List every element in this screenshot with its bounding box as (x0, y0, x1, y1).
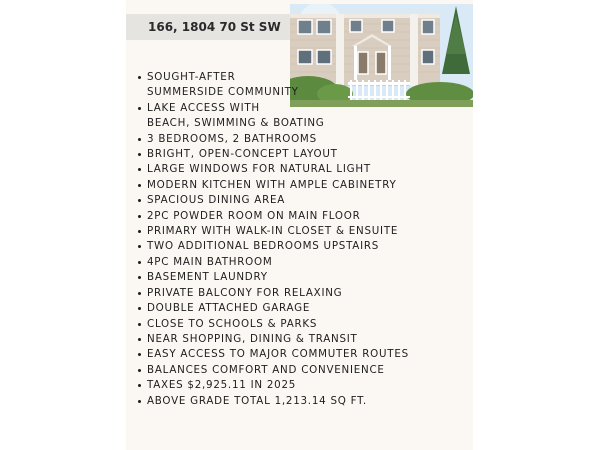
feature-item (138, 347, 468, 362)
feature-text: PRIMARY WITH WALK-IN CLOSET & ENSUITE (147, 225, 399, 238)
feature-item (138, 332, 468, 347)
feature-item (138, 147, 468, 162)
feature-text: BALANCES COMFORT AND CONVENIENCE (147, 363, 385, 376)
feature-text: SPACIOUS DINING AREA (147, 194, 286, 207)
feature-item (138, 286, 468, 301)
feature-text: LARGE WINDOWS FOR NATURAL LIGHT (147, 163, 371, 176)
feature-list (138, 70, 468, 409)
feature-item (138, 70, 468, 101)
feature-text: NEAR SHOPPING, DINING & TRANSIT (147, 332, 358, 345)
feature-item (138, 301, 468, 316)
feature-text: ABOVE GRADE TOTAL 1,213.14 SQ FT. (147, 394, 367, 407)
feature-text: BRIGHT, OPEN-CONCEPT LAYOUT (147, 148, 338, 161)
feature-text: CLOSE TO SCHOOLS & PARKS (147, 317, 318, 330)
feature-text: TWO ADDITIONAL BEDROOMS UPSTAIRS (147, 240, 380, 253)
feature-item (138, 209, 468, 224)
feature-item (138, 178, 468, 193)
feature-text: MODERN KITCHEN WITH AMPLE CABINETRY (147, 178, 397, 191)
feature-item (138, 239, 468, 254)
feature-item (138, 255, 468, 270)
feature-text: 3 BEDROOMS, 2 BATHROOMS (147, 132, 317, 145)
feature-item (138, 378, 468, 393)
feature-text: BEACH, SWIMMING & BOATING (147, 117, 325, 130)
feature-text: DOUBLE ATTACHED GARAGE (147, 302, 311, 315)
feature-text: EASY ACCESS TO MAJOR COMMUTER ROUTES (147, 348, 409, 361)
feature-text: SOUGHT-AFTER (147, 71, 236, 83)
feature-item (138, 270, 468, 285)
feature-item (138, 162, 468, 177)
feature-item (138, 193, 468, 208)
feature-item (138, 394, 468, 409)
address-text: 166, 1804 70 St SW (148, 20, 281, 34)
address-banner (126, 14, 294, 40)
feature-item (138, 101, 468, 132)
feature-text: LAKE ACCESS WITH (147, 101, 260, 114)
feature-text: 4PC MAIN BATHROOM (147, 255, 273, 268)
feature-text: TAXES $2,925.11 IN 2025 (147, 379, 297, 392)
feature-item (138, 132, 468, 147)
feature-text: 2PC POWDER ROOM ON MAIN FLOOR (147, 209, 361, 222)
feature-item (138, 317, 468, 332)
feature-text: SUMMERSIDE COMMUNITY (147, 86, 299, 99)
feature-text: BASEMENT LAUNDRY (147, 271, 268, 284)
feature-text: PRIVATE BALCONY FOR RELAXING (147, 286, 343, 299)
feature-item (138, 363, 468, 378)
feature-item (138, 224, 468, 239)
